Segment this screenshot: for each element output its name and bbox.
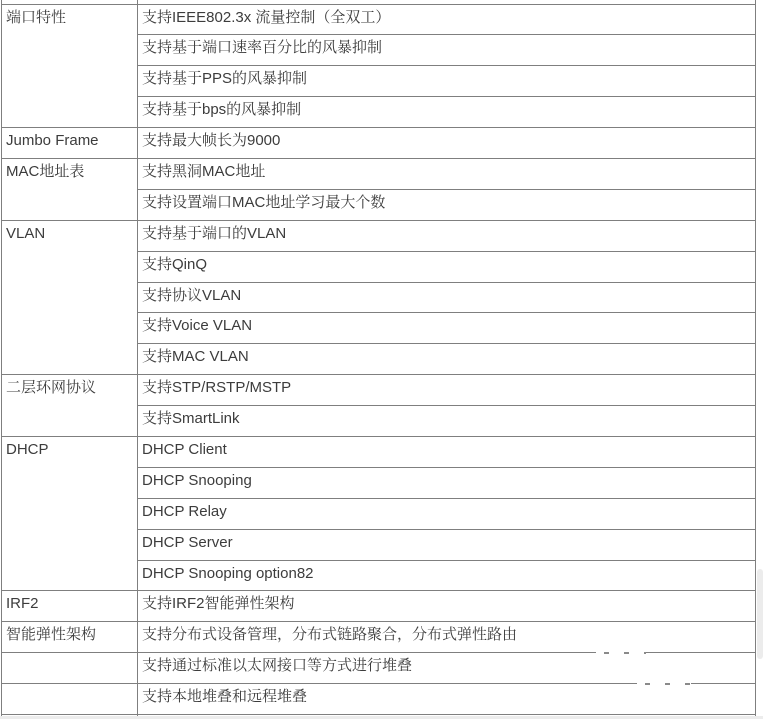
scrollbar-thumb[interactable] — [757, 569, 763, 659]
table-row — [2, 653, 756, 684]
table-row — [2, 436, 756, 467]
spec-value-cell: DHCP Snooping option82 — [138, 560, 756, 591]
spec-value-cell: 支持IEEE802.3x 流量控制（全双工） — [138, 4, 756, 35]
spec-table — [1, 0, 756, 719]
table-row — [2, 375, 756, 406]
spec-category-cell — [2, 653, 138, 684]
spec-category-cell: 端口特性 — [2, 4, 138, 128]
table-row — [2, 128, 756, 159]
spec-category-cell: MAC地址表 — [2, 158, 138, 220]
spec-value-cell: 支持QinQ — [138, 251, 756, 282]
table-row — [2, 4, 756, 35]
spec-category-cell: Jumbo Frame — [2, 128, 138, 159]
spec-value-cell: DHCP Snooping — [138, 467, 756, 498]
spec-value-cell: 支持基于bps的风暴抑制 — [138, 97, 756, 128]
border-gap-artifact — [596, 652, 646, 654]
spec-value-cell: 支持黑洞MAC地址 — [138, 158, 756, 189]
spec-value-cell: 支持最大帧长为9000 — [138, 128, 756, 159]
spec-category-cell: VLAN — [2, 220, 138, 374]
spec-value-cell: DHCP Relay — [138, 498, 756, 529]
spec-value-cell: 支持基于PPS的风暴抑制 — [138, 66, 756, 97]
spec-category-cell: DHCP — [2, 436, 138, 590]
spec-category-cell: 智能弹性架构 — [2, 622, 138, 653]
spec-value-cell: DHCP Server — [138, 529, 756, 560]
table-row — [2, 622, 756, 653]
spec-value-cell: 支持SmartLink — [138, 406, 756, 437]
spec-value-cell: 支持协议VLAN — [138, 282, 756, 313]
spec-value-cell: 支持分布式设备管理，分布式链路聚合，分布式弹性路由 — [138, 622, 756, 653]
spec-value-cell: 支持基于端口速率百分比的风暴抑制 — [138, 35, 756, 66]
table-row — [2, 684, 756, 715]
spec-category-cell: 二层环网协议 — [2, 375, 138, 437]
spec-value-cell: 支持基于端口的VLAN — [138, 220, 756, 251]
table-row — [2, 591, 756, 622]
spec-value-cell: 支持Voice VLAN — [138, 313, 756, 344]
spec-value-cell: 支持MAC VLAN — [138, 344, 756, 375]
spec-value-cell: 支持本地堆叠和远程堆叠 — [138, 684, 756, 715]
spec-value-cell: 支持IRF2智能弹性架构 — [138, 591, 756, 622]
spec-value-cell: 支持设置端口MAC地址学习最大个数 — [138, 189, 756, 220]
spec-value-cell: DHCP Client — [138, 436, 756, 467]
border-gap-artifact — [637, 683, 691, 685]
spec-category-cell — [2, 684, 138, 715]
table-row — [2, 220, 756, 251]
spec-category-cell: IRF2 — [2, 591, 138, 622]
spec-value-cell: 支持STP/RSTP/MSTP — [138, 375, 756, 406]
table-row — [2, 158, 756, 189]
spec-value-cell: 支持通过标准以太网接口等方式进行堆叠 — [138, 653, 756, 684]
